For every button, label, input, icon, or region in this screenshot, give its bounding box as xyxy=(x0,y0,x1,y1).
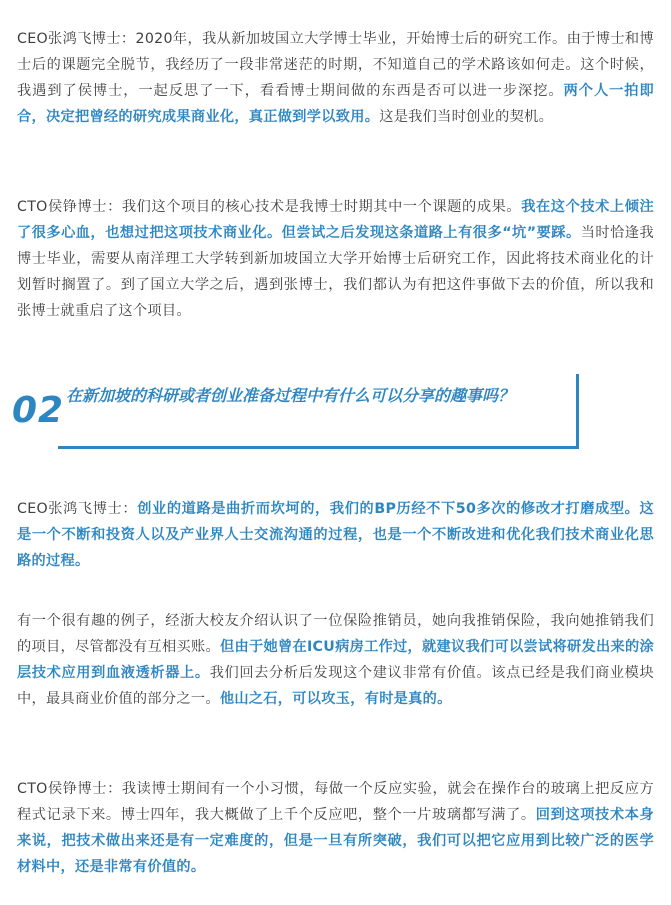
highlighted-text: 但由于她曾在ICU病房工作过，就建议我们可以尝试将研发出来的涂层技术应用到血液透析器上。 xyxy=(17,639,655,681)
highlighted-text: 他山之石，可以攻玉，有时是真的。 xyxy=(219,691,452,707)
text-segment: 这是我们当时创业的契机。 xyxy=(379,109,554,125)
highlighted-text: 回到这项技术本身来说，把技术做出来还是有一定难度的，但是一旦有所突破，我们可以把它应用到比较广泛的医学材料中，还是非常有价值的。 xyxy=(17,807,654,875)
paragraph-ceo-intro xyxy=(17,26,654,130)
text-segment: CEO张鸿飞博士： xyxy=(17,501,138,517)
paragraph-cto-story xyxy=(17,776,654,880)
highlighted-text: 创业的道路是曲折而坎坷的，我们的BP历经不下50多次的修改才打磨成型。这是一个不断和投资人以及产业界人士交流沟通的过程，也是一个不断改进和优化我们技术商业化思路的过程。 xyxy=(17,501,654,569)
highlighted-text: 两个人一拍即合，决定把曾经的研究成果商业化，真正做到学以致用。 xyxy=(17,83,654,125)
paragraph-insurance-story xyxy=(17,608,654,712)
text-segment: CEO张鸿飞博士：2020年，我从新加坡国立大学博士毕业，开始博士后的研究工作。由于博士和博士后的课题完全脱节，我经历了一段非常迷茫的时期，不知道自己的学术路该如何走。这个时候，我遇到了侯博士，一起反思了一下，看看博士期间做的东西是否可以进一步深挖。 xyxy=(17,31,654,99)
section-number: 02 xyxy=(12,390,65,431)
text-segment: CTO侯铮博士：我读博士期间有一个小习惯，每做一个反应实验，就会在操作台的玻璃上把反应方程式记录下来。博士四年，我大概做了上千个反应吧，整个一片玻璃都写满了。 xyxy=(17,781,654,823)
section-heading xyxy=(12,370,578,448)
section-heading-text: 在新加坡的科研或者创业准备过程中有什么可以分享的趣事吗？ xyxy=(66,386,515,405)
paragraph-ceo-story xyxy=(17,496,654,574)
text-segment: CTO侯铮博士：我们这个项目的核心技术是我博士时期其中一个课题的成果。 xyxy=(17,199,522,215)
highlighted-text: 我在这个技术上倾注了很多心血，也想过把这项技术商业化。但尝试之后发现这条道路上有很多“坑”要踩。 xyxy=(17,199,655,241)
text-segment: 当时恰逢我博士毕业，需要从南洋理工大学转到新加坡国立大学开始博士后研究工作，因此将技术商业化的计划暂时搁置了。到了国立大学之后，遇到张博士，我们都认为有把这件事做下去的价值，所以我和张博士就重启了这个项目。 xyxy=(17,225,654,319)
paragraph-cto-intro xyxy=(17,194,654,324)
text-segment: 有一个很有趣的例子，经浙大校友介绍认识了一位保险推销员，她向我推销保险，我向她推销我们的项目，尽管都没有互相买账。 xyxy=(17,613,654,655)
text-segment: 我们回去分析后发现这个建议非常有价值。该点已经是我们商业模块中，最具商业价值的部分之一。 xyxy=(17,665,654,707)
